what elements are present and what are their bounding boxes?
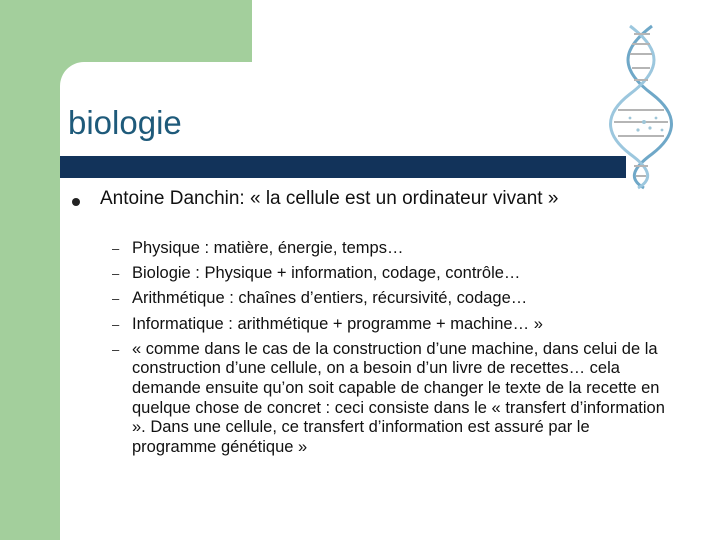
list-item xyxy=(112,340,672,458)
dna-helix-icon xyxy=(600,20,680,190)
list-item xyxy=(112,239,672,258)
list-item xyxy=(112,315,672,334)
title-underline-bar xyxy=(60,156,626,178)
sub-bullet-list xyxy=(112,239,672,463)
dash-marker: – xyxy=(112,316,120,332)
bullet-dot-icon xyxy=(72,198,80,206)
dash-marker: – xyxy=(112,266,120,282)
list-item xyxy=(112,289,672,308)
list-item xyxy=(112,264,672,283)
sub-bullet-text: Biologie : Physique + information, codage, contrôle… xyxy=(132,264,521,283)
dash-marker: – xyxy=(112,341,120,357)
sub-bullet-text: « comme dans le cas de la construction d’une machine, dans celui de la construction d’une cellule, on a besoin d’un livre de recettes… cela demande ensuite qu’on soit capable de changer le texte de la recette en quelque chose de concret : ceci consiste dans le « transfert d’information ». Dans une cellule, ce transfert d’information est assuré par le programme génétique » xyxy=(132,339,665,456)
slide-title: biologie xyxy=(68,104,182,141)
sub-bullet-text: Physique : matière, énergie, temps… xyxy=(132,239,404,257)
dash-marker: – xyxy=(112,291,120,307)
main-bullet xyxy=(72,188,600,209)
dash-marker: – xyxy=(112,241,120,256)
main-bullet-text: Antoine Danchin: « la cellule est un ordinateur vivant » xyxy=(100,188,559,209)
sub-bullet-text: Arithmétique : chaînes d’entiers, récursivité, codage… xyxy=(132,289,528,308)
sub-bullet-text: Informatique : arithmétique + programme + machine… » xyxy=(132,314,543,333)
